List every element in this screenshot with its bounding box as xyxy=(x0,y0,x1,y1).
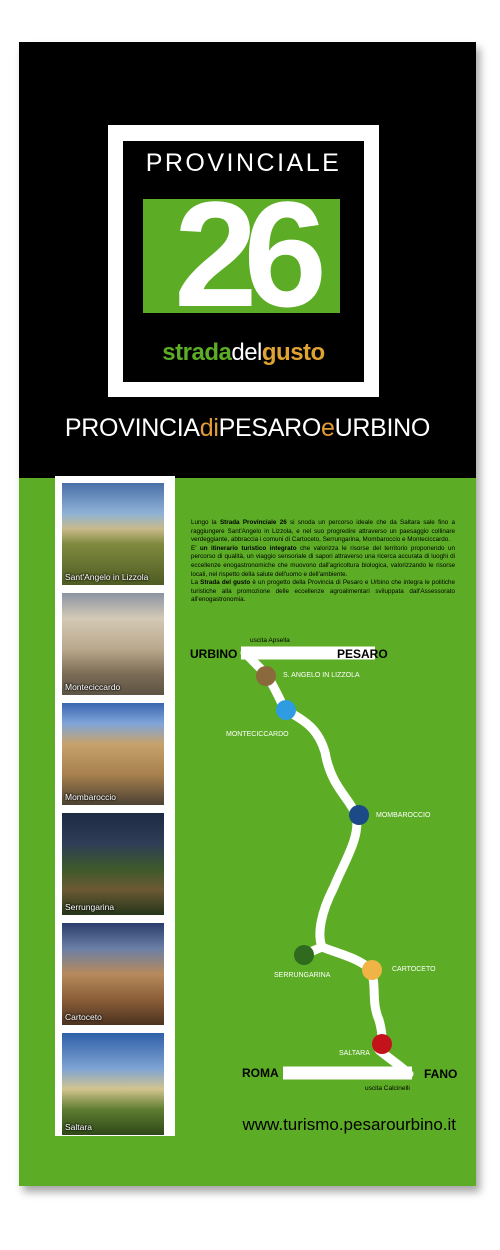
tagline-strada: strada xyxy=(162,339,232,366)
photo-label: Serrungarina xyxy=(65,902,115,912)
province-word-5: URBINO xyxy=(334,414,431,442)
website-url[interactable]: www.turismo.pesarourbino.it xyxy=(242,1115,456,1134)
label-stop-cartoceto: CARTOCETO xyxy=(392,966,436,973)
text-bold: Strada del gusto xyxy=(200,579,251,587)
tagline-del: del xyxy=(231,339,262,366)
photo-label: Saltara xyxy=(65,1122,92,1132)
route-map xyxy=(19,42,476,1186)
province-word-1: PROVINCIA xyxy=(64,414,200,442)
photo-label: Mombaroccio xyxy=(65,792,117,802)
photo-label: Cartoceto xyxy=(65,1012,102,1022)
photo-label: Sant'Angelo in Lizzola xyxy=(65,572,149,582)
stop-monteciccardo-marker xyxy=(276,700,296,720)
text-run: che valorizza le risorse del territorio proponendo un percorso di qualità, un viaggio sensoriale di sapori attraverso una ricerca accurata di luoghi di eccellenze enogastronomiche che muovono dall'agricoltura biologica, valorizzando le risorse locali, nel rispetto della salute dell'uomo e dell'ambiente. xyxy=(191,544,455,578)
logo-number: 26 xyxy=(174,170,313,338)
label-roma: ROMA xyxy=(242,1066,279,1080)
stop-mombaroccio-marker xyxy=(349,805,369,825)
text-bold: un itinerario turistico integrato xyxy=(199,544,297,552)
text-run: E' xyxy=(191,544,200,552)
label-stop-saltara: SALTARA xyxy=(339,1050,370,1057)
label-stop-monteciccardo: MONTECICCARDO xyxy=(226,731,289,738)
province-word-3: PESARO xyxy=(218,414,322,442)
label-urbino: URBINO xyxy=(190,647,238,661)
province-word-4: e xyxy=(321,414,335,442)
text-run: Lungo la xyxy=(191,519,220,526)
poster-banner xyxy=(19,42,476,1186)
text-run: si snoda un percorso ideale che da Saltara sale fino a raggiungere Sant'Angelo in Lizzola, e nel suo progredire attraverso un paesaggio collinare verdeggiante, abbraccia i comuni di Cartoceto, Serrungarina, Mombaroccio e Monteciccardo. xyxy=(191,519,455,544)
logo-title: PROVINCIALE xyxy=(145,149,342,177)
stop-saltara-marker xyxy=(372,1034,392,1054)
label-exit-bottom: uscita Calcinelli xyxy=(365,1085,410,1092)
label-stop-serrungarina: SERRUNGARINA xyxy=(274,972,331,979)
text-run: La xyxy=(191,579,201,587)
tagline-gusto: gusto xyxy=(261,339,325,366)
stop-serrungarina-marker xyxy=(294,945,314,965)
label-exit-top: uscita Apsella xyxy=(250,637,290,644)
label-fano: FANO xyxy=(424,1067,458,1081)
label-stop-mombaroccio: MOMBAROCCIO xyxy=(376,812,431,819)
stop-sant-angelo-marker xyxy=(256,666,276,686)
label-pesaro: PESARO xyxy=(337,647,388,661)
text-bold: Strada Provinciale 26 xyxy=(219,519,287,526)
photo-label: Monteciccardo xyxy=(65,682,121,692)
stop-cartoceto-marker xyxy=(362,960,382,980)
label-stop-sant-angelo: S. ANGELO IN LIZZOLA xyxy=(283,672,360,679)
text-run: è un progetto della Provincia di Pesaro e Urbino che integra le politiche turistiche alla promozione delle eccellenze agroalimentari sviluppata dall'Assessorato all'enogastronomia. xyxy=(191,579,455,604)
province-word-2: di xyxy=(199,414,219,442)
